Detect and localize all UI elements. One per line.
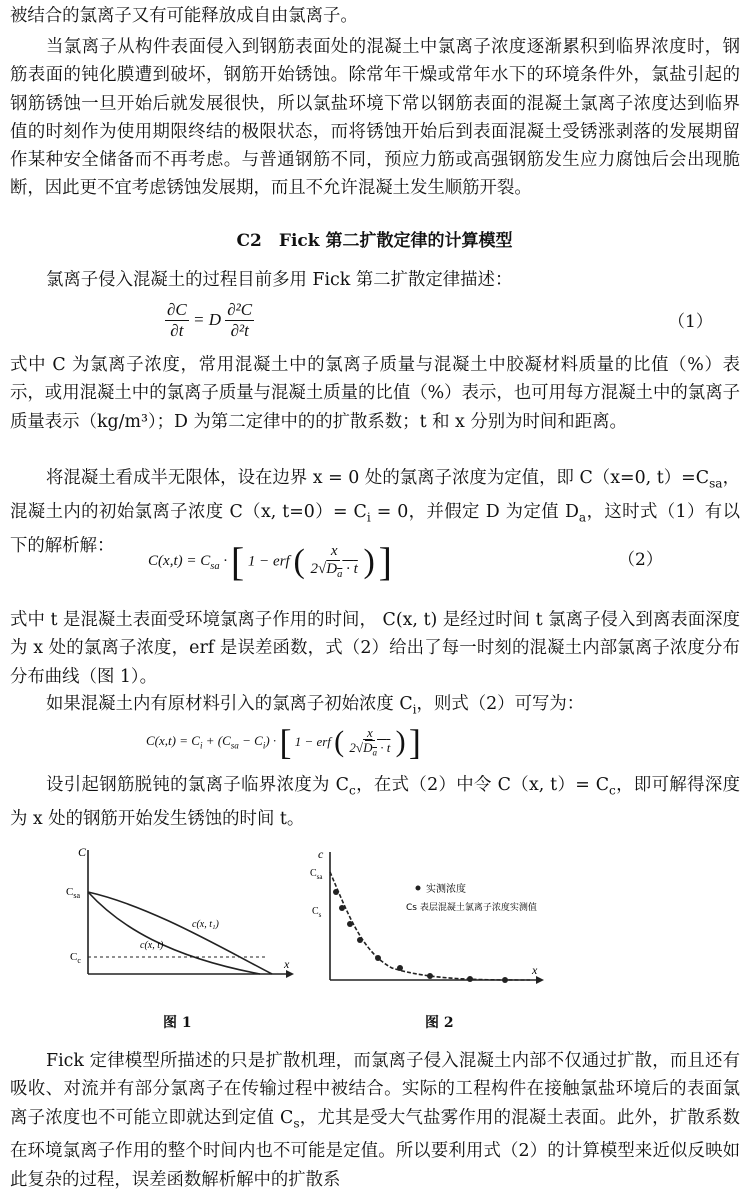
subscript-sa: sa bbox=[709, 476, 723, 491]
fig2-point bbox=[397, 965, 403, 971]
section-heading: C2 Fick 第二扩散定律的计算模型 bbox=[236, 231, 513, 251]
fig1-csa-sub: sa bbox=[73, 891, 81, 900]
equation-1: $\frac{\partial C}{\partial t}$ = D $\frac{\text{∂²C}}{\text{∂²t}}$ bbox=[167, 300, 253, 340]
subscript-s: s bbox=[293, 1116, 300, 1131]
figure-1-caption: 图 1 bbox=[163, 1015, 192, 1031]
subscript-a: a bbox=[578, 510, 587, 525]
fig2-legend-marker bbox=[416, 886, 421, 891]
fig2-point bbox=[357, 937, 363, 943]
figure-2-caption: 图 2 bbox=[425, 1015, 454, 1031]
paragraph-8 bbox=[10, 1047, 740, 1194]
subscript-i: i bbox=[366, 510, 371, 525]
fig2-csa-main: C bbox=[310, 868, 317, 879]
fig1-curve-t bbox=[88, 892, 260, 974]
paragraph-4-part-d: ，这时式（1）有以下的解析解： bbox=[10, 501, 740, 556]
paragraph-7 bbox=[10, 771, 740, 833]
paragraph-6 bbox=[10, 690, 740, 724]
fig1-curve2-label: c(x, t) bbox=[140, 940, 164, 951]
figure-2 bbox=[300, 844, 548, 994]
fig2-point bbox=[347, 921, 353, 927]
fig1-x-label: x bbox=[284, 957, 290, 971]
fig1-cc-sub: c bbox=[77, 956, 81, 965]
equation-3: $C(x,t) = C_i + (C_{sa} - C_i)$ · [ 1 − erf ( $\frac{x}{2√D_a \cdot t}$ ) ] bbox=[146, 722, 421, 762]
paragraph-5: 式中 t 是混凝土表面受环境氯离子作用的时间， C(x, t) 是经过时间 t 氯离子侵入到离表面深度为 x 处的氯离子浓度，erf 是误差函数，式（2）给出了每一时刻的混凝土内部氯离子浓度分布分布曲线（图 1）。 bbox=[10, 610, 740, 687]
paragraph-6-part-b: ，则式（2）可写为： bbox=[416, 694, 585, 714]
paragraph-7-part-c: ，即可解得深度为 x 处的钢筋开始发生锈蚀的时间 t。 bbox=[10, 775, 740, 829]
fig2-point bbox=[339, 905, 345, 911]
fig1-csa-label bbox=[66, 886, 80, 900]
equation-2-number: （2） bbox=[618, 550, 663, 570]
paragraph-1: 当氯离子从构件表面侵入到钢筋表面处的混凝土中氯离子浓度逐渐累积到临界浓度时，钢筋表面的钝化膜遭到破坏，钢筋开始锈蚀。除常年干燥或常年水下的环境条件外，氯盐引起的钢筋锈蚀一旦开始后就发展很快，所以氯盐环境下常以钢筋表面的混凝土氯离子浓度达到临界值的时刻作为使用期限终结的极限状态，而将锈蚀开始后到表面混凝土受锈涨剥落的发展期留作某种安全储备而不再考虑。与普通钢筋不同，预应力筋或高强钢筋发生应力腐蚀后会出现脆断，因此更不宜考虑锈蚀发展期，而且不允许混凝土发生顺筋开裂。 bbox=[10, 37, 740, 199]
fig1-x-arrow bbox=[286, 970, 294, 978]
fig2-x-arrow bbox=[536, 976, 544, 984]
fig1-y-label: C bbox=[78, 845, 87, 859]
fig2-point bbox=[467, 976, 473, 982]
paragraph-7-part-a: 设引起钢筋脱钝的氯离子临界浓度为 C bbox=[46, 775, 349, 795]
fig2-point bbox=[427, 973, 433, 979]
paragraph-2: 氯离子侵入混凝土的过程目前多用 Fick 第二扩散定律描述： bbox=[46, 270, 513, 290]
paragraph-4-part-b: ，混凝土内的初始氯离子浓度 C（x, t=0）= C bbox=[10, 468, 740, 522]
subscript-c: c bbox=[348, 783, 356, 798]
equation-2: $C(x,t) = C_{sa}$ · [ 1 − erf ( $\frac{x}{2√D_a \cdot t}$ ) ] bbox=[148, 539, 392, 584]
fig2-cs-label bbox=[312, 906, 322, 919]
fig1-cc-main: C bbox=[70, 951, 78, 963]
fig1-curve-t1 bbox=[88, 892, 272, 974]
fig2-cs-main: C bbox=[312, 906, 319, 917]
subscript-i-2: i bbox=[412, 702, 417, 717]
paragraph-8-part-a: Fick 定律模型所描述的只是扩散机理，而氯离子侵入混凝土内部不仅通过扩散，而且还有吸收、对流并有部分氯离子在传输过程中被结合。实际的工程构件在接触氯盐环境后的表面氯离子浓度也不可能立即就达到定值 C bbox=[10, 1051, 740, 1128]
fig2-point bbox=[333, 889, 339, 895]
paragraph-4-part-c: = 0，并假定 D 为定值 D bbox=[370, 501, 579, 522]
fig2-x-label: x bbox=[532, 963, 538, 977]
fig2-point bbox=[502, 977, 508, 983]
paragraph-7-part-b: ，在式（2）中令 C（x, t）= C bbox=[355, 775, 610, 795]
paragraph-4-part-a: 将混凝土看成半无限体，设在边界 x = 0 处的氯离子浓度为定值，即 C（x=0, t）=C bbox=[46, 468, 710, 488]
fig2-y-label: c bbox=[318, 847, 324, 861]
subscript-c-2: c bbox=[609, 783, 616, 798]
paragraph-8-part-b: ，尤其是受大气盐雾作用的混凝土表面。此外，扩散系数在环境氯离子作用的整个时间内也不可能是定值。所以要利用式（2）的计算模型来近似反映如此复杂的过程，误差函数解析解中的扩散系 bbox=[10, 1107, 740, 1190]
fig2-csa-sub: sa bbox=[316, 873, 323, 881]
fig1-csa-main: C bbox=[66, 886, 74, 898]
figure-1 bbox=[60, 842, 300, 992]
paragraph-0: 被结合的氯离子又有可能释放成自由氯离子。 bbox=[10, 6, 358, 26]
equation-1-number: （1） bbox=[668, 312, 713, 332]
fig2-legend-2: Cs 表层混凝土氯离子浓度实测值 bbox=[406, 903, 537, 913]
fig2-legend-1: 实测浓度 bbox=[426, 884, 466, 895]
fig1-cc-label bbox=[70, 951, 81, 965]
fig2-point bbox=[375, 955, 381, 961]
fig1-curve1-label: c(x, t₁) bbox=[192, 919, 219, 930]
fig2-csa-label bbox=[310, 868, 323, 881]
fig2-cs-sub: s bbox=[318, 911, 322, 919]
paragraph-3: 式中 C 为氯离子浓度，常用混凝土中的氯离子质量与混凝土中胶凝材料质量的比值（%）表示，或用混凝土中的氯离子质量与混凝土质量的比值（%）表示，也可用每方混凝土中的氯离子质量表示（kg/m³）；D 为第二定律中的的扩散系数；t 和 x 分别为时间和距离。 bbox=[10, 355, 740, 432]
paragraph-6-part-a: 如果混凝土内有原材料引入的氯离子初始浓度 C bbox=[46, 694, 413, 714]
